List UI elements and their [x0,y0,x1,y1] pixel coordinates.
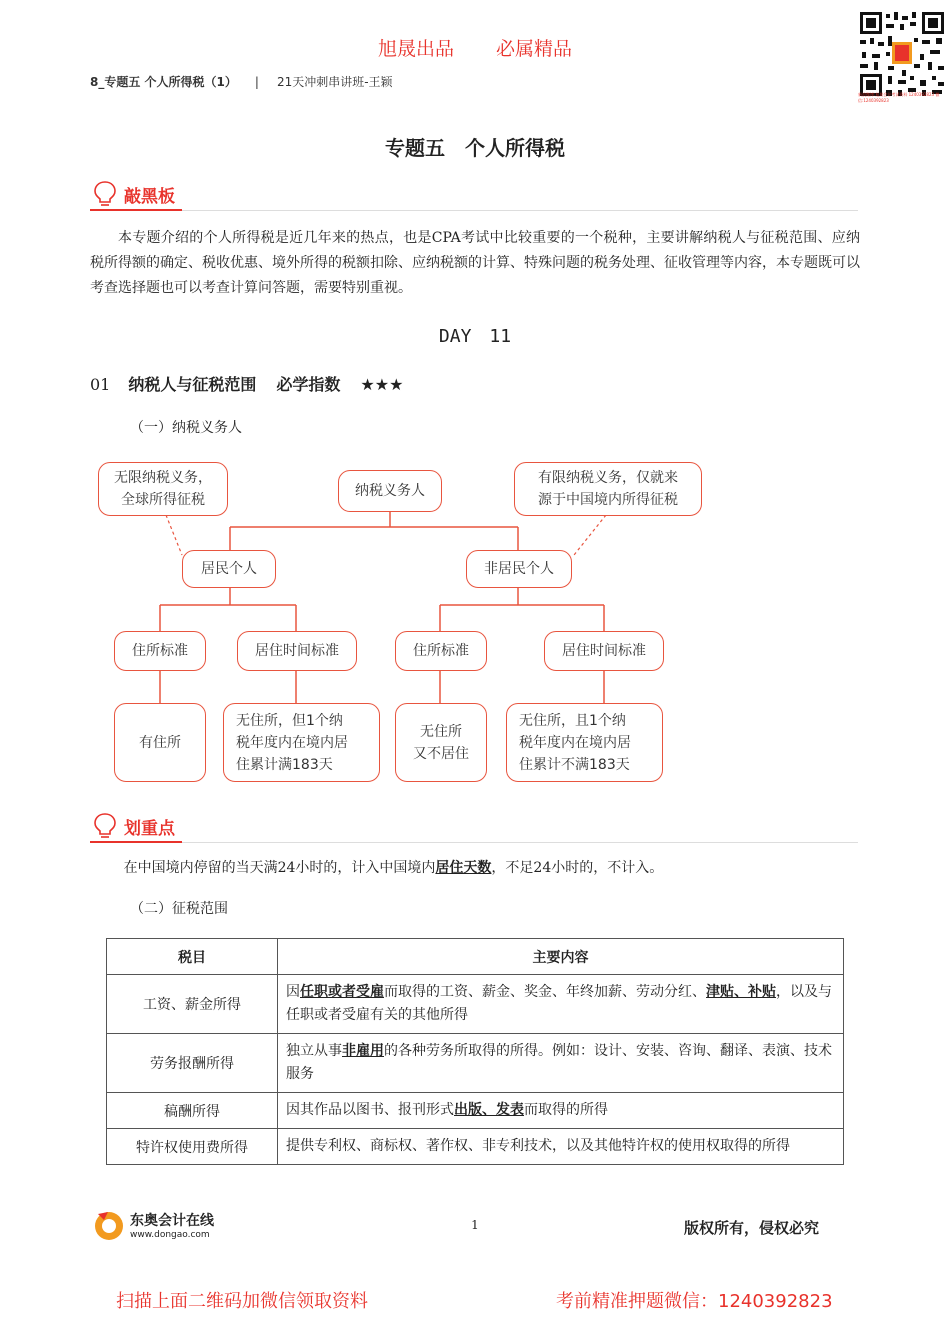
table-row [107,1129,844,1165]
table-row [107,975,844,1034]
subsection-tax-scope: （二）征税范围 [130,901,228,917]
leaf4-line-1: 无住所，且1个纳 [519,712,626,729]
heading-underline [90,209,182,211]
keypoint-text-pre: 在中国境内停留的当天满24小时的，计入中国境内 [123,860,436,876]
table-cell-item: 特许权使用费所得 [107,1129,278,1165]
keypoint-paragraph [90,856,860,881]
leaf-has-domicile: 有住所 [114,703,206,782]
note-left-line-1: 无限纳税义务， [114,470,212,486]
heading-underline [90,841,182,843]
leaf-no-domicile-183-days [223,703,380,782]
leaf2-line-2: 税年度内在境内居 [236,734,348,751]
cell-emphasis: 任职或者受雇 [300,984,384,1000]
lightbulb-icon [92,180,118,208]
note-right-line-2: 源于中国境内所得征税 [538,492,678,508]
running-header [90,73,393,90]
cell-text: 独立从事 [286,1043,342,1059]
leaf4-line-2: 税年度内在境内居 [519,734,631,751]
table-row [107,1034,844,1093]
leaf2-line-3: 住累计满183天 [236,756,333,773]
cell-emphasis: 出版、发表 [454,1102,524,1118]
keypoint-title: 划重点 [124,819,175,839]
cell-emphasis: 非雇用 [342,1043,384,1059]
logo-url: www.dongao.com [130,1230,210,1240]
keypoint-text-post: ，不足24小时的，不计入。 [491,860,664,876]
table-header-row [107,939,844,975]
page-title: 专题五 个人所得税 [385,136,565,160]
section-name: 纳税人与征税范围 [128,375,257,394]
table-cell-content: 提供专利权、商标权、著作权、非专利技术，以及其他特许权的使用权取得的所得 [278,1129,844,1165]
cell-text: 的各种劳务所取得的所得。例如：设计、安装、咨询、翻译、表演、技术服务 [286,1043,832,1082]
header-chapter: 8_专题五 个人所得税（1） [90,75,237,89]
table-cell-content [278,1034,844,1093]
column-header-item: 税目 [107,939,278,975]
qr-code-image [858,4,946,104]
lightbulb-icon [92,812,118,840]
node-domicile-standard-resident: 住所标准 [114,631,206,671]
logo-name: 东奥会计在线 [130,1213,214,1229]
leaf2-line-1: 无住所，但1个纳 [236,712,343,729]
column-header-content: 主要内容 [278,939,844,975]
top-banner [0,34,950,61]
cell-text: 而取得的工资、薪金、奖金、年终加薪、劳动分红、 [384,984,706,1000]
node-taxpayer: 纳税义务人 [338,470,442,512]
node-domicile-standard-nonresident: 住所标准 [395,631,487,671]
keypoint-emphasis: 居住天数 [435,860,492,876]
copyright-notice: 版权所有，侵权必究 [684,1219,820,1237]
bottom-promo-left: 扫描上面二维码加微信领取资料 [116,1291,368,1312]
leaf-no-domicile-under-183-days [506,703,663,782]
note-unlimited-liability [98,462,228,516]
cell-emphasis: 津贴、补贴 [706,984,776,1000]
table-cell-item: 工资、薪金所得 [107,975,278,1034]
table-cell-item: 劳务报酬所得 [107,1034,278,1093]
leaf-no-domicile-no-residence [395,703,487,782]
node-resident: 居民个人 [182,550,276,588]
cell-text: ，以及与任职或者受雇有关的其他所得 [286,984,832,1023]
bottom-promo-right: 考前精准押题微信：1240392823 [556,1291,833,1312]
banner-left: 旭晟出品 [377,38,454,60]
index-label: 必学指数 [276,375,341,394]
tax-scope-table [106,938,844,1165]
day-label: DAY 11 [438,326,512,347]
table-cell-content [278,975,844,1034]
node-time-standard-nonresident: 居住时间标准 [544,631,664,671]
qr-caption: 新浪微博:旭晟会计考试资料 1240392823 微信:1240392823 [858,92,940,103]
keypoint-heading [90,810,858,843]
banner-right: 必属精品 [496,38,573,60]
section-1-title [90,372,403,395]
leaf4-line-3: 住累计不满183天 [519,756,630,773]
cell-text: 因 [286,984,300,1000]
page-number: 1 [471,1218,479,1232]
note-right-line-1: 有限纳税义务，仅就来 [538,470,678,486]
cell-text: 因其作品以图书、报刊形式 [286,1102,454,1118]
note-limited-liability [514,462,702,516]
leaf3-line-2: 又不居住 [413,745,469,762]
star-rating: ★★★ [360,375,404,394]
table-cell-item: 稿酬所得 [107,1093,278,1129]
header-course: 21天冲刺串讲班-王颖 [276,75,393,89]
leaf3-line-1: 无住所 [420,723,462,740]
table-cell-content [278,1093,844,1129]
node-nonresident: 非居民个人 [466,550,572,588]
section-number: 01 [90,375,111,394]
subsection-taxpayer: （一）纳税义务人 [130,420,242,436]
blackboard-heading [90,178,858,211]
cell-text: 而取得的所得 [524,1102,608,1118]
header-separator: | [254,75,259,89]
table-row [107,1093,844,1129]
intro-paragraph: 本专题介绍的个人所得税是近几年来的热点，也是CPA考试中比较重要的一个税种，主要讲解纳税人与征税范围、应纳税所得额的确定、税收优惠、境外所得的税额扣除、应纳税额的计算、特殊问题的税务处理、征收管理等内容，本专题既可以考查选择题也可以考查计算问答题，需要特别重视。 [90,230,860,296]
node-time-standard-resident: 居住时间标准 [237,631,357,671]
blackboard-title: 敲黑板 [124,187,175,207]
note-left-line-2: 全球所得征税 [121,492,205,508]
